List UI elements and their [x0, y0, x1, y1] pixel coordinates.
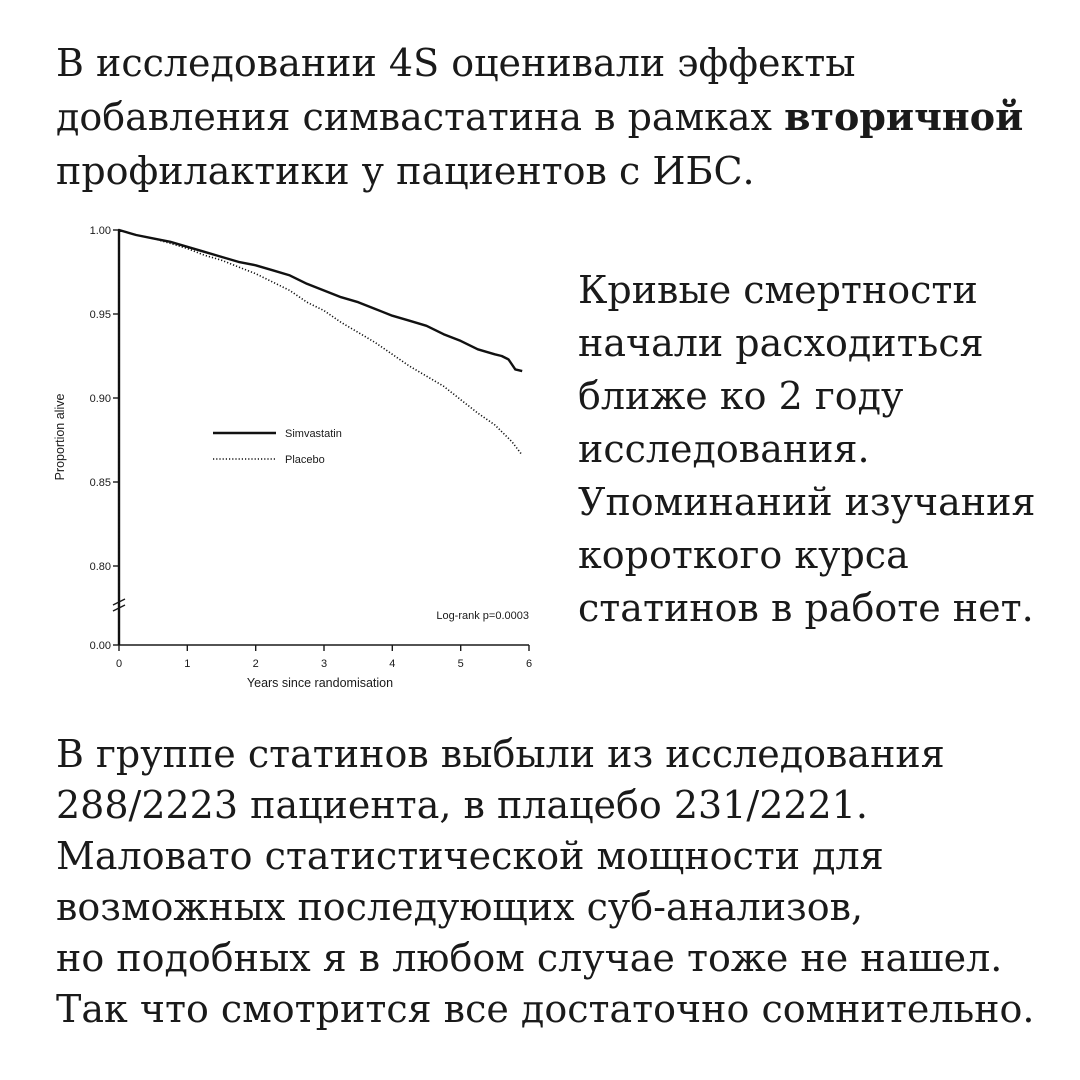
x-axis: [116, 645, 532, 690]
intro-line-1: В исследовании 4S оценивали эффекты: [56, 41, 856, 85]
y-axis-label: Proportion alive: [53, 393, 67, 481]
y-tick-label-100: 1.00: [89, 225, 111, 237]
x-tick-label-4: 4: [389, 658, 396, 670]
outro-line-2: 288/2223 пациента, в плацебо 231/2221.: [56, 783, 868, 827]
intro-paragraph: [56, 36, 1046, 198]
x-tick-label-5: 5: [457, 658, 464, 670]
x-tick-label-6: 6: [525, 658, 533, 670]
y-tick-label-085: 0.85: [89, 477, 111, 489]
x-tick-label-2: 2: [252, 658, 259, 670]
side-note-line-2: начали расходиться: [578, 321, 984, 365]
intro-line-2: [56, 90, 1046, 144]
x-tick-label-1: 1: [184, 658, 191, 670]
survival-chart: [40, 215, 550, 695]
intro-line-3: профилактики у пациентов с ИБС.: [56, 149, 755, 193]
y-tick-label-000: 0.00: [89, 640, 111, 652]
x-tick-label-3: 3: [320, 658, 328, 670]
outro-line-3: Маловато статистической мощности для: [56, 834, 884, 878]
outro-line-4: возможных последующих суб-анализов,: [56, 885, 864, 929]
side-note-line-4: исследования.: [578, 427, 870, 471]
intro-line-2-text: добавления симвастатина в рамках: [56, 95, 785, 139]
legend-label-simvastatin: Simvastatin: [285, 428, 342, 440]
y-tick-label-095: 0.95: [89, 309, 111, 321]
outro-paragraph: [56, 729, 1056, 1035]
side-note-line-5: Упоминаний изучания: [578, 480, 1036, 524]
y-axis: [53, 225, 125, 652]
intro-bold-word: вторичной: [784, 94, 1024, 139]
side-note-line-7: статинов в работе нет.: [578, 586, 1034, 630]
y-tick-label-090: 0.90: [89, 393, 111, 405]
side-note-line-1: Кривые смертности: [578, 268, 978, 312]
side-note: [578, 264, 1048, 635]
side-note-line-3: ближе ко 2 году: [578, 374, 904, 418]
y-tick-label-080: 0.80: [89, 561, 111, 573]
outro-line-1: В группе статинов выбыли из исследования: [56, 732, 945, 776]
x-axis-label: Years since randomisation: [246, 676, 394, 690]
log-rank-annotation: Log-rank p=0.0003: [436, 610, 529, 622]
outro-line-5: но подобных я в любом случае тоже не нашел.: [56, 936, 1003, 980]
chart-legend: [213, 428, 342, 466]
legend-label-placebo: Placebo: [285, 454, 325, 466]
x-tick-label-0: 0: [115, 658, 123, 670]
outro-line-6: Так что смотрится все достаточно сомнительно.: [56, 987, 1035, 1031]
side-note-line-6: короткого курса: [578, 533, 909, 577]
